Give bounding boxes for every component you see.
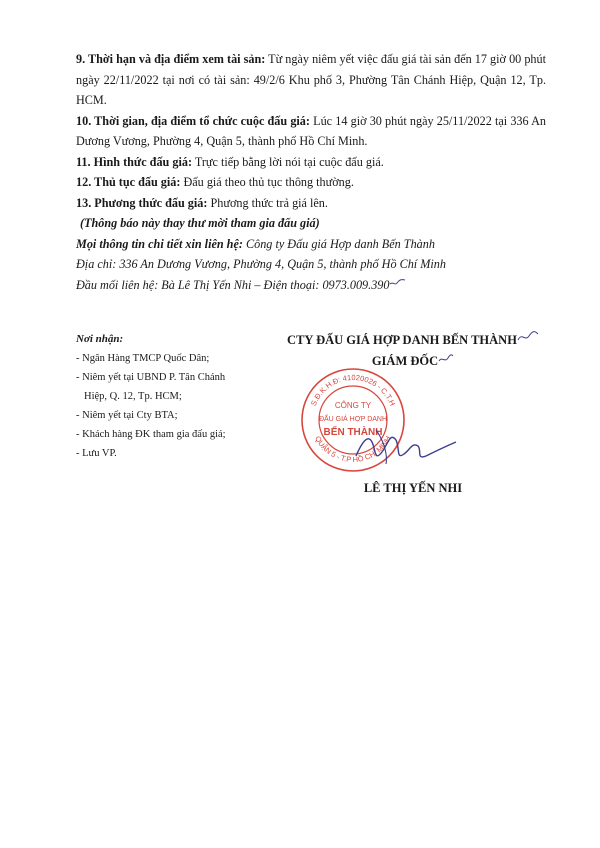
item-10-label: 10. Thời gian, địa điểm tổ chức cuộc đấu giá:: [76, 113, 310, 128]
recipient-line: - Niêm yết tại Cty BTA;: [76, 410, 178, 421]
contact-company: Công ty Đấu giá Hợp danh Bến Thành: [242, 236, 435, 251]
item-12: [76, 172, 546, 193]
item-11-text: Trực tiếp bằng lời nói tại cuộc đấu giá.: [192, 154, 384, 169]
item-9-label: 9. Thời hạn và địa điểm xem tài sản:: [76, 52, 266, 66]
recipient-line: - Lưu VP.: [76, 448, 117, 459]
item-13-text: Phương thức trả giá lên.: [207, 195, 328, 210]
seal-ring-top: S.Đ.K.H.Đ: 41020026 - C.T.H: [308, 372, 398, 408]
recipients-heading: Nơi nhận:: [76, 333, 124, 345]
item-9-text: Từ ngày niêm yết việc đấu giá tài sản đến 17 giờ 00 phút ngày 22/11/2022 tại nơi có tài sản: 49/2/6 Khu phố 3, Phường Tân Chánh Hiệp, Quận 12, Tp. HCM.: [76, 52, 547, 107]
contact-label: Mọi thông tin chi tiết xin liên hệ:: [76, 236, 243, 251]
initial-mark-icon: [438, 353, 454, 365]
item-10: [76, 111, 546, 152]
recipient-line: Hiệp, Q. 12, Tp. HCM;: [84, 391, 182, 402]
item-10-text: Lúc 14 giờ 30 phút ngày 25/11/2022 tại 336 An Dương Vương, Phường 4, Quận 5, thành phố Hồ Chí Minh.: [76, 113, 546, 148]
item-12-label: 12. Thủ tục đấu giá:: [76, 175, 181, 189]
signer-role-text: GIÁM ĐỐC: [371, 354, 439, 368]
recipient-line: - Khách hàng ĐK tham gia đấu giá;: [76, 429, 226, 440]
notice-line: (Thông báo này thay thư mời tham gia đấu giá): [80, 216, 320, 230]
item-11-label: 11. Hình thức đấu giá:: [76, 154, 193, 169]
item-9: [76, 49, 546, 111]
contact-line: [76, 234, 546, 255]
recipients-block: [76, 330, 276, 463]
recipient-line: - Niêm yết tại UBND P. Tân Chánh: [76, 372, 226, 383]
contact-address: Địa chỉ: 336 An Dương Vương, Phường 4, Quận 5, thành phố Hồ Chí Minh: [76, 257, 446, 271]
auction-details: [76, 49, 546, 295]
item-13: [76, 193, 546, 214]
seal-center-bottom: BẾN THÀNH: [323, 427, 383, 438]
signer-company-text: CTY ĐẤU GIÁ HỢP DANH BẾN THÀNH: [287, 333, 517, 347]
item-11: [76, 152, 546, 173]
signer-name: LÊ THỊ YẾN NHI: [363, 481, 463, 495]
contact-person: Đầu mối liên hệ: Bà Lê Thị Yến Nhi – Điện thoại: 0973.009.390: [76, 277, 390, 292]
contact-person-line: [76, 275, 546, 296]
seal-ring-bottom: QUẬN 5 - T.P HỒ CHÍ MINH: [313, 434, 393, 465]
item-13-label: 13. Phương thức đấu giá:: [76, 195, 208, 210]
handwritten-signature-icon: [352, 412, 462, 472]
seal-center-mid: ĐẤU GIÁ HỢP DANH: [318, 416, 388, 423]
initial-mark-icon: [389, 277, 407, 289]
item-12-text: Đấu giá theo thủ tục thông thường.: [180, 175, 354, 189]
seal-center-top: CÔNG TY: [334, 401, 372, 410]
recipient-line: - Ngân Hàng TMCP Quốc Dân;: [76, 353, 210, 364]
signer-company: [268, 330, 558, 351]
initial-mark-icon: [517, 330, 539, 344]
